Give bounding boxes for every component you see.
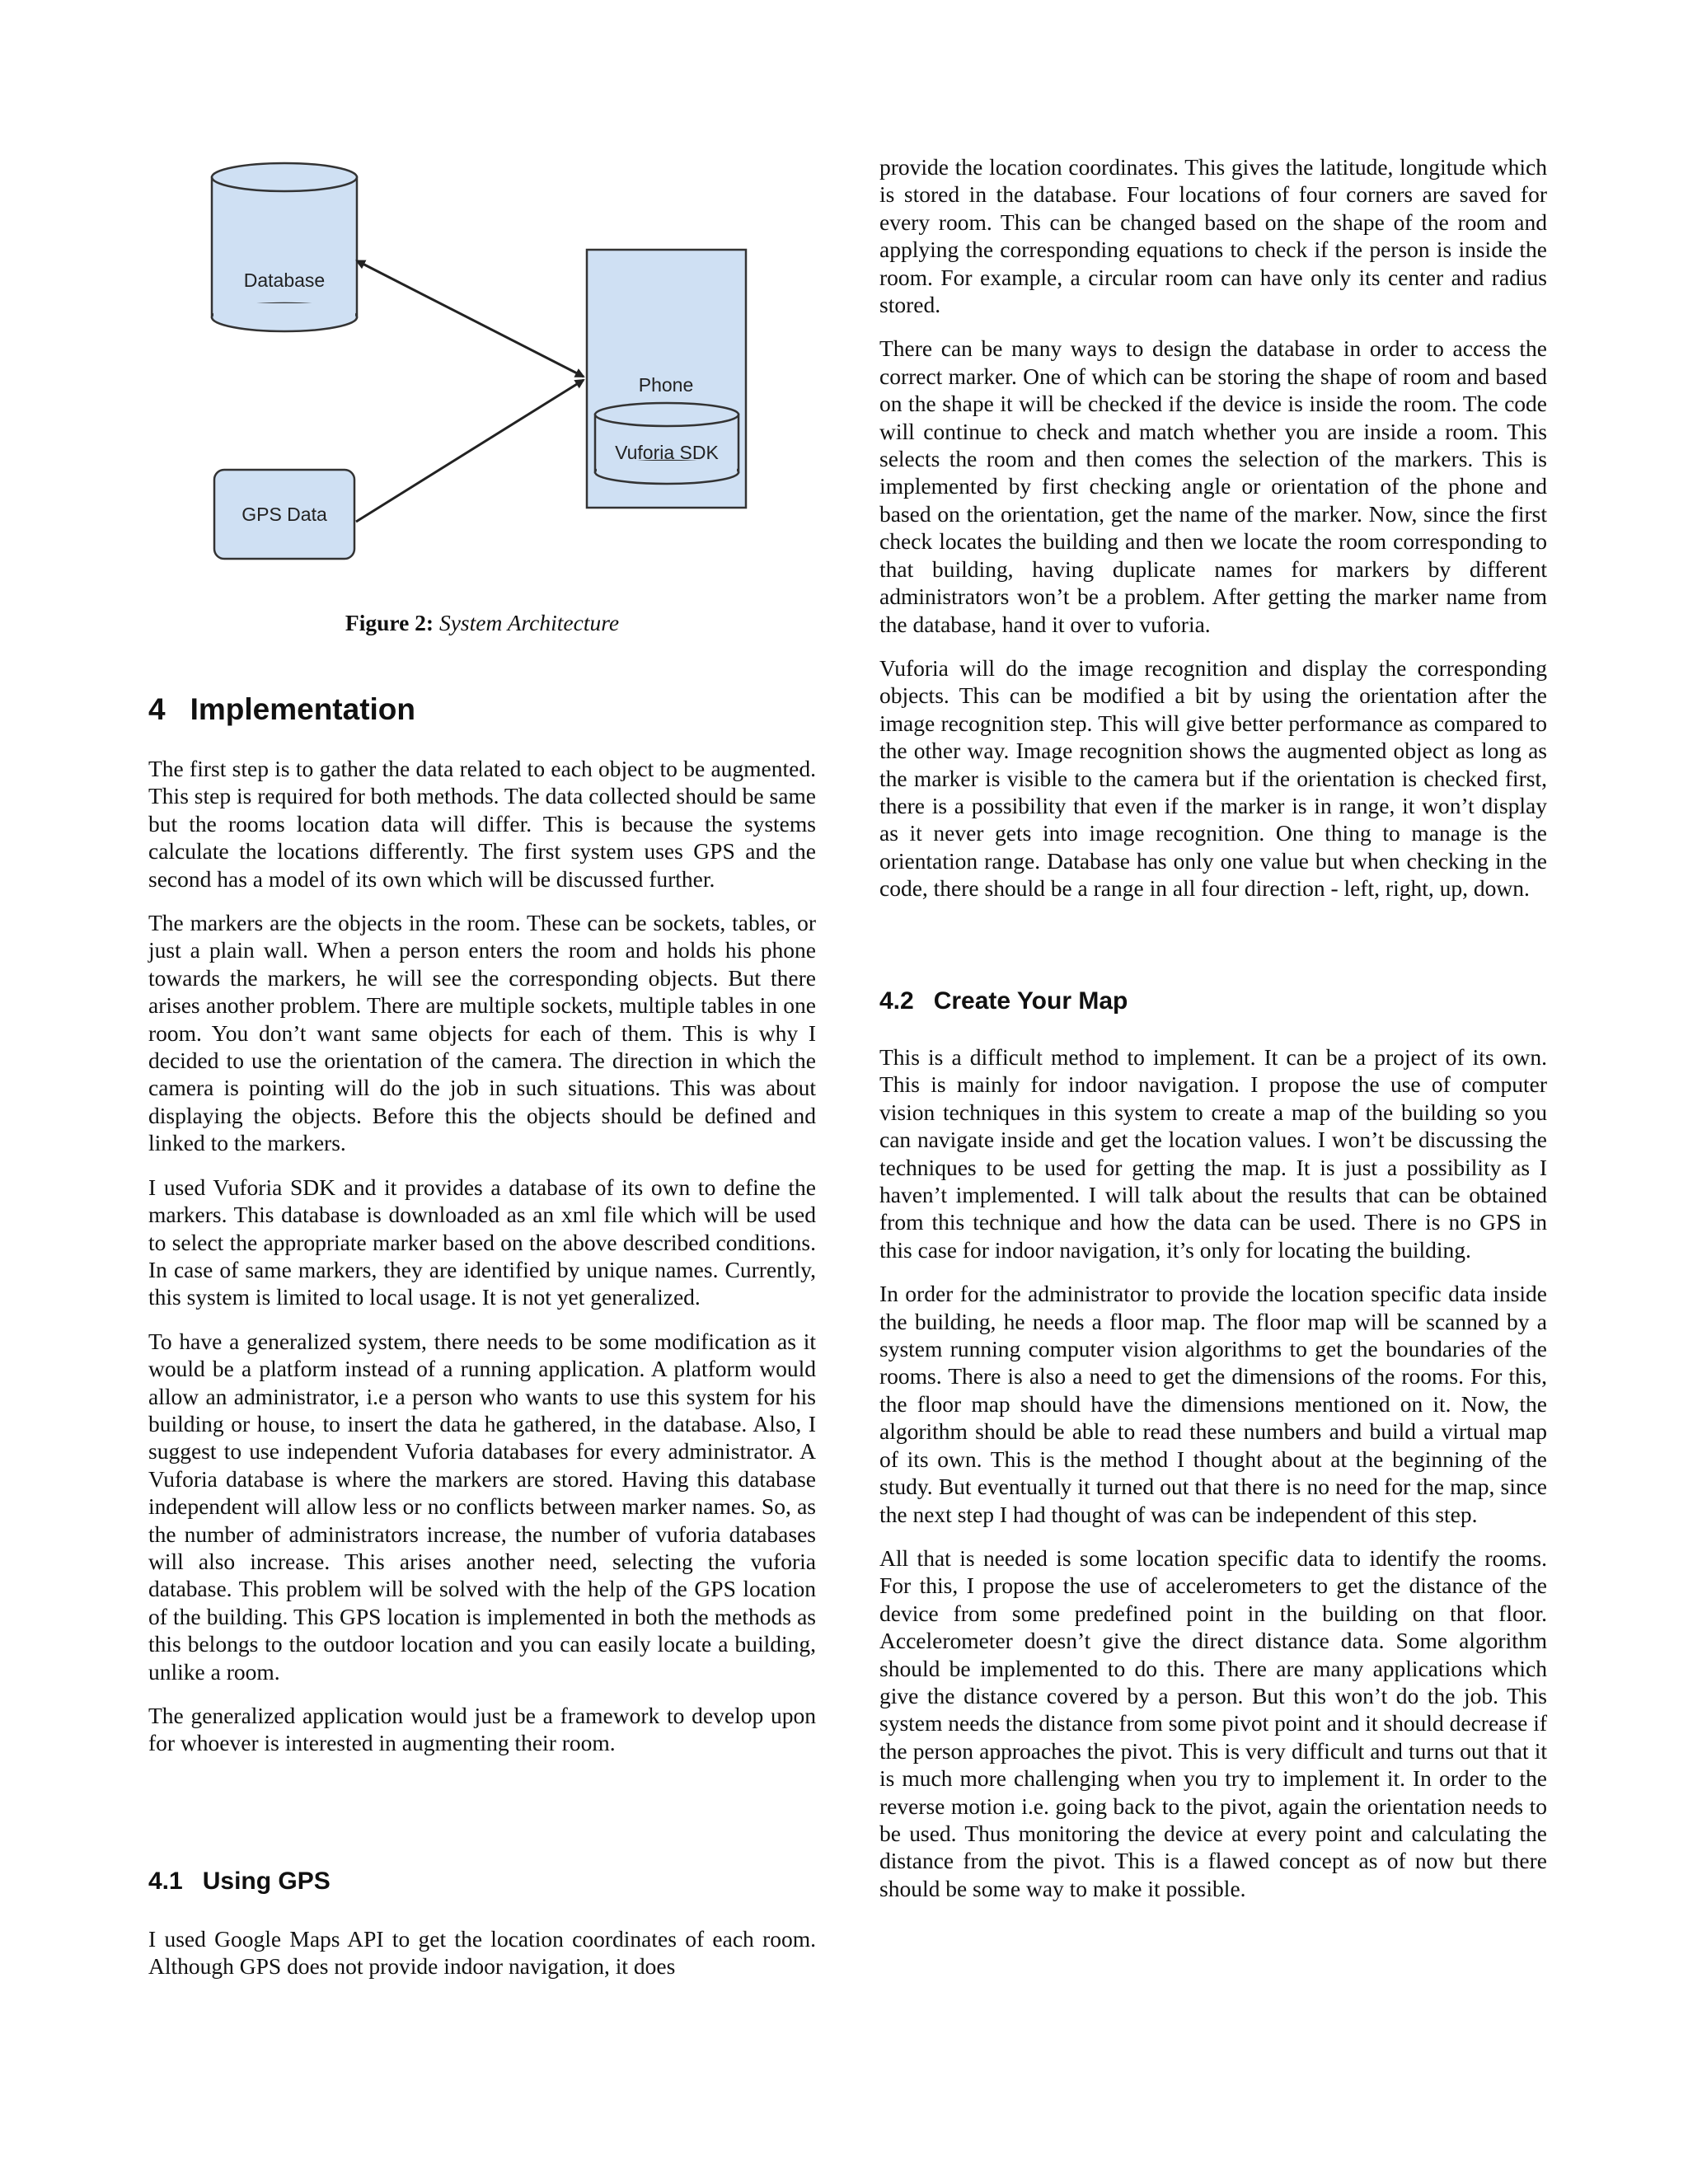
database-label: Database bbox=[243, 269, 326, 291]
left-paragraph-3: I used Vuforia SDK and it provides a database of its own to define the markers. This database is downloaded as an xml file which will be used to select the appropriate marker based on the above described conditions. In case of same markers, they are identified by unique names. Currently, this system is limited to local usage. It is not yet generalized. bbox=[148, 1174, 816, 1310]
gps-data-node bbox=[214, 470, 354, 559]
right-paragraph-1: provide the location coordinates. This gives the latitude, longitude which is stored in the database. Four locations of four corners are saved for every room. This can be changed based on the shape of the room and applying the corresponding equations to check if the person is inside the room. For example, a circular room can have only its center and radius stored. bbox=[879, 154, 1547, 318]
left-paragraph-4: To have a generalized system, there needs to be some modification as it would be a platform instead of a running application. A platform would allow an administrator, i.e a person who wants to use this system for his building or house, to insert the data he gathered, in the database. Also, I suggest to use independent Vuforia databases for every administrator. A Vuforia database is where the markers are stored. Having this database independent will allow less or no conflicts between marker names. So, as the number of administrators increase, the number of vuforia databases will also increase. This arises another need, selecting the vuforia database. This problem will be solved with the help of the GPS location of the building. This GPS location is implemented in both the methods as this belongs to the outdoor location and you can easily locate a building, unlike a room. bbox=[148, 1328, 816, 1685]
section-4-2-number: 4.2 bbox=[879, 987, 914, 1015]
section-4-title: Implementation bbox=[190, 692, 415, 726]
section-4-1-heading bbox=[148, 1868, 331, 1896]
section-4-2-heading bbox=[879, 987, 1128, 1015]
section-4-1-title: Using GPS bbox=[202, 1868, 331, 1895]
section-4-1-number: 4.1 bbox=[148, 1868, 183, 1895]
section-4-2-title: Create Your Map bbox=[933, 987, 1128, 1015]
figure-caption bbox=[148, 610, 816, 636]
right-column-body bbox=[879, 153, 1547, 902]
left-paragraph-gps: I used Google Maps API to get the location coordinates of each room. Although GPS does not provide indoor navigation, it does bbox=[148, 1926, 816, 1980]
right-paragraph-map-3: All that is needed is some location specific data to identify the rooms. For this, I propose the use of accelerometers to get the distance of the device from some predefined point in the building on that floor. Accelerometer doesn’t give the direct distance data. Some algorithm should be implemented to do this. There are many applications which give the distance covered by a person. But this won’t do the job. This system needs the distance from some pivot point and it should decrease if the person approaches the pivot. This is very difficult and turns out that it is much more challenging when you try to implement it. In order to the reverse motion i.e. going back to the pivot, again the orientation needs to be used. Thus monitoring the device at every point and calculating the distance from the pivot. This is a flawed concept as of now but there should be some way to make it possible. bbox=[879, 1544, 1547, 1901]
right-column-map-body bbox=[879, 1043, 1547, 1902]
left-paragraph-1: The first step is to gather the data related to each object to be augmented. This step is required for both methods. The data collected should be same but the rooms location data will differ. This is because the systems calculate the locations differently. The first system uses GPS and the second has a model of its own which will be discussed further. bbox=[148, 756, 816, 892]
gps-phone-arrow bbox=[356, 380, 584, 522]
right-paragraph-map-1: This is a difficult method to implement. It can be a project of its own. This is mainly for indoor navigation. I propose the use of computer vision techniques in this system to create a map of the building so you can navigate inside and get the location values. I won’t be discussing the techniques to be used for getting the map. It is just a possibility as I haven’t implemented. I will talk about the results that can be obtained from this technique and how the data can be used. There is no GPS in this case for indoor navigation, it’s only for locating the building. bbox=[879, 1044, 1547, 1263]
right-paragraph-3: Vuforia will do the image recognition and display the corresponding objects. This can be modified a bit by using the orientation after the image recognition step. This will give better performance as compared to the other way. Image recognition shows the augmented object as long as the marker is visible to the camera but if the orientation is checked first, there is a possibility that even if the marker is in range, it won’t display as it never gets into image recognition. One thing to manage is the orientation range. Database has only one value but when checking in the code, there should be a range in all four direction - left, right, up, down. bbox=[879, 654, 1547, 902]
left-column-body bbox=[148, 755, 816, 1757]
right-paragraph-map-2: In order for the administrator to provide the location specific data inside the building, he needs a floor map. The floor map will be scanned by a system running computer vision algorithms to get the boundaries of the rooms. There is also a need to get the dimensions of the rooms. For this, the floor map should have the dimensions mentioned on it. Now, the algorithm should be able to read these numbers and build a virtual map of its own. This is the method I thought about at the beginning of the study. But eventually it turned out that there is no need for the map, since the next step I had thought of was can be independent of this step. bbox=[879, 1281, 1547, 1527]
left-paragraph-5: The generalized application would just be a framework to develop upon for whoever is interested in augmenting their room. bbox=[148, 1703, 816, 1756]
right-paragraph-2: There can be many ways to design the database in order to access the correct marker. One of which can be storing the shape of room and based on the shape it will be checked if the device is inside the room. The code will continue to check and match whether you are inside a room. This selects the room and then comes the selection of the markers. This is implemented by first checking angle or orientation of the phone and based on the orientation, get the name of the marker. Now, since the first check locates the building and then we locate the room corresponding to that building, having duplicate names for markers by different administrators won’t be a problem. After getting the marker name from the database, hand it over to vuforia. bbox=[879, 335, 1547, 637]
left-column-gps-body bbox=[148, 1925, 816, 1980]
system-architecture-figure bbox=[148, 152, 816, 663]
section-4-heading bbox=[148, 692, 415, 727]
vuforia-sdk-label: Vuforia SDK bbox=[615, 442, 719, 463]
architecture-diagram bbox=[148, 152, 816, 598]
left-paragraph-2: The markers are the objects in the room. These can be sockets, tables, or just a plain wall. When a person enters the room and holds his phone towards the markers, he will see the corresponding objects. But there arises another problem. There are multiple sockets, multiple tables in one room. You don’t want same objects for each of them. This is why I decided to use the orientation of the camera. The direction in which the camera is pointing will do the job in such situations. This was about displaying the objects. Before this the objects should be defined and linked to the markers. bbox=[148, 910, 816, 1156]
figure-caption-label: Figure 2: bbox=[345, 610, 434, 635]
phone-label: Phone bbox=[638, 374, 694, 396]
vuforia-sdk-node bbox=[595, 403, 738, 484]
gps-data-label: GPS Data bbox=[241, 504, 327, 525]
figure-caption-text: System Architecture bbox=[438, 610, 620, 635]
database-phone-arrow bbox=[363, 264, 584, 377]
database-node bbox=[212, 163, 357, 331]
section-4-number: 4 bbox=[148, 692, 166, 726]
phone-node bbox=[587, 250, 746, 508]
